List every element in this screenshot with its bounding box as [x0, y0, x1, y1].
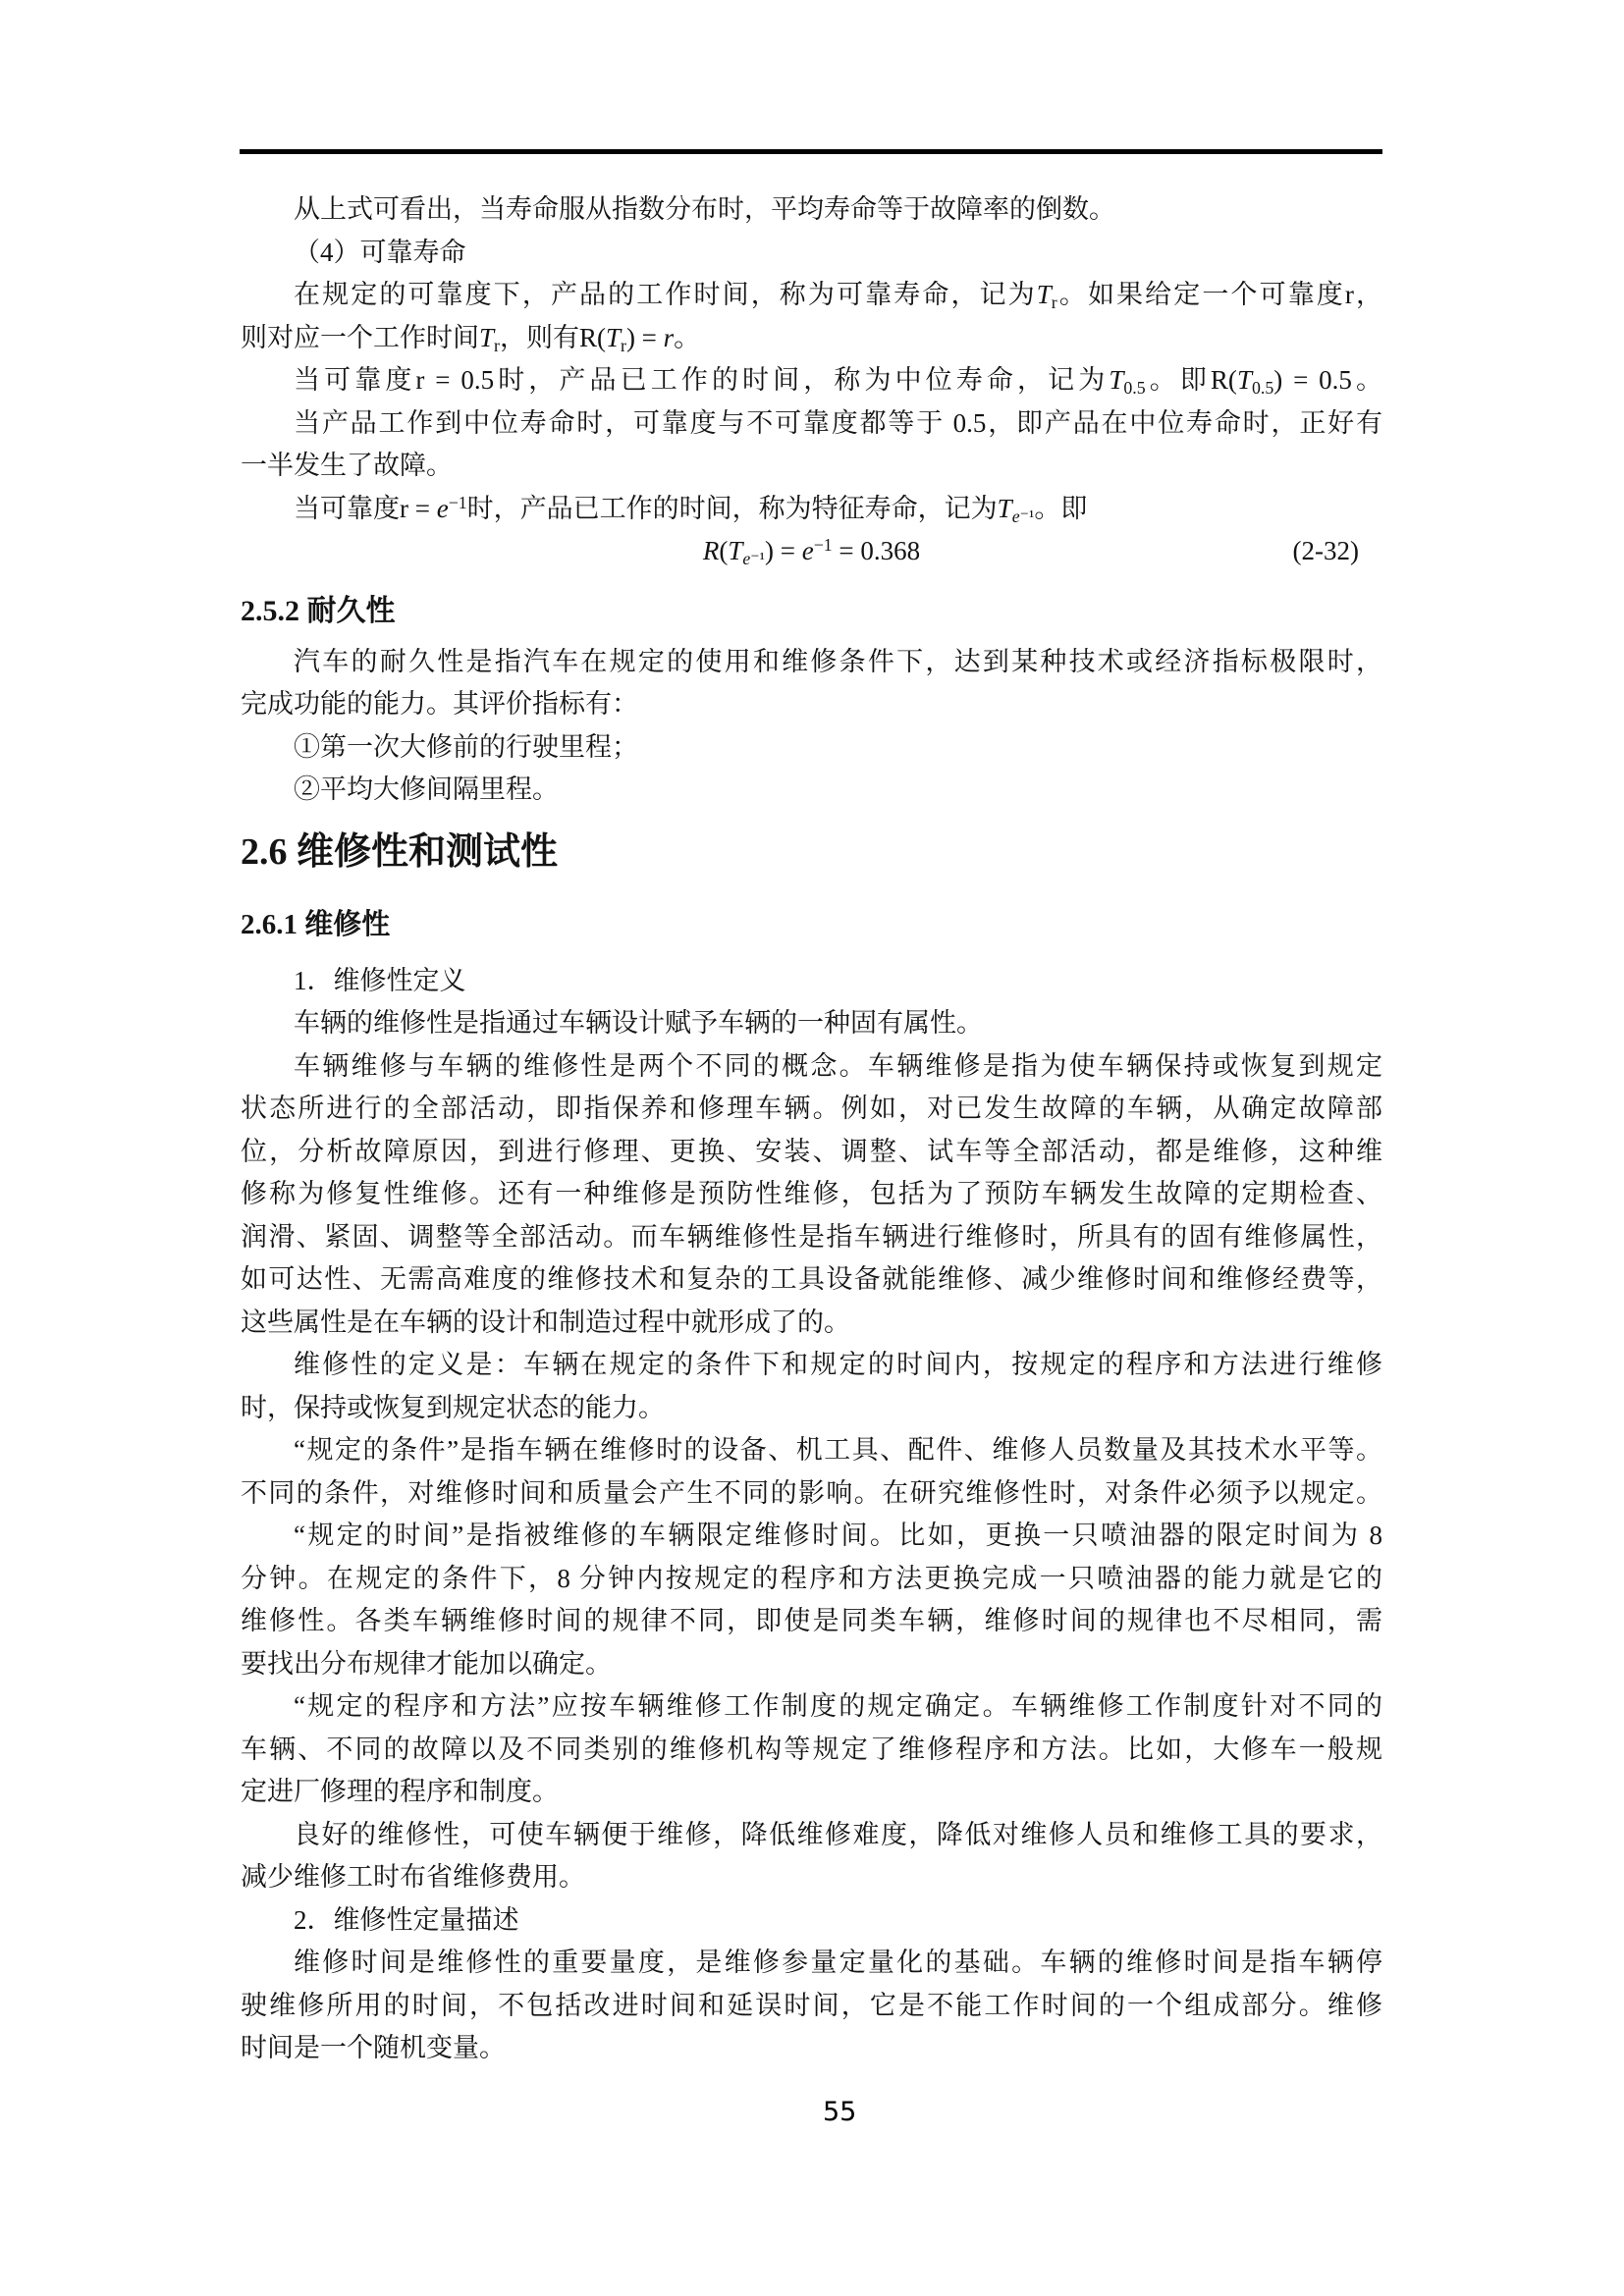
text-line: 则对应一个工作时间$T_r$，则有$R(T_r) = r$。 — [241, 322, 701, 355]
text-line: 车辆的维修性是指通过车辆设计赋予车辆的一种固有属性。 — [294, 1008, 983, 1038]
text-line: 位，分析故障原因，到进行修理、更换、安装、调整、试车等全部活动，都是维修，这种维 — [241, 1136, 1382, 1166]
heading-2-6-1: 2.6.1 维修性 — [241, 908, 391, 940]
heading-2-5-2: 2.5.2 耐久性 — [241, 594, 396, 627]
text-line: 时间是一个随机变量。 — [241, 2033, 506, 2062]
text-line: “规定的条件”是指车辆在维修时的设备、机工具、配件、维修人员数量及其技术水平等。 — [294, 1435, 1382, 1465]
equation: $R(T_{e^{-1}}) = e^{-1} = 0.368$ — [702, 535, 921, 568]
text-line: 驶维修所用的时间，不包括改进时间和延误时间，它是不能工作时间的一个组成部分。维修 — [241, 1990, 1382, 2020]
text-line: “规定的时间”是指被维修的车辆限定维修时间。比如，更换一只喷油器的限定时间为 8 — [294, 1521, 1382, 1550]
text-line: 如可达性、无需高难度的维修技术和复杂的工具设备就能维修、减少维修时间和维修经费等， — [241, 1264, 1382, 1294]
text-line: 润滑、紧固、调整等全部活动。而车辆维修性是指车辆进行维修时，所具有的固有维修属性， — [241, 1221, 1382, 1252]
text-line: 维修时间是维修性的重要量度，是维修参量定量化的基础。车辆的维修时间是指车辆停 — [294, 1948, 1382, 1977]
text-line: 定进厂修理的程序和制度。 — [241, 1777, 559, 1806]
text-line: 不同的条件，对维修时间和质量会产生不同的影响。在研究维修性时，对条件必须予以规定。 — [241, 1477, 1382, 1508]
text-line: 车辆维修与车辆的维修性是两个不同的概念。车辆维修是指为使车辆保持或恢复到规定 — [294, 1050, 1382, 1081]
text-line: 状态所进行的全部活动，即指保养和修理车辆。例如，对已发生故障的车辆，从确定故障部 — [241, 1094, 1382, 1123]
text-line: 时，保持或恢复到规定状态的能力。 — [241, 1392, 665, 1422]
text-line: ①第一次大修前的行驶里程； — [294, 731, 638, 762]
text-line: 修称为修复性维修。还有一种维修是预防性维修，包括为了预防车辆发生故障的定期检查、 — [241, 1179, 1382, 1208]
page-number: 55 — [823, 2097, 857, 2127]
text-line: 当产品工作到中位寿命时，可靠度与不可靠度都等于 0.5，即产品在中位寿命时，正好有 — [294, 407, 1382, 438]
text-line: 当可靠度$r = e^{-1}$时，产品已工作的时间，称为特征寿命，记为$T_{e^{-1}}$。即 — [294, 492, 1088, 526]
header-rule — [240, 149, 1382, 154]
heading-2-6: 2.6 维修性和测试性 — [241, 830, 559, 873]
equation-number: (2-32) — [1292, 536, 1359, 565]
text-line: 当可靠度r = 0.5时，产品已工作的时间，称为中位寿命，记为$T_{0.5}$。即$R(T_{0.5}) = 0.5$。 — [294, 365, 1382, 398]
text-line: 要找出分布规律才能加以确定。 — [241, 1648, 612, 1679]
text-line: 维修性。各类车辆维修时间的规律不同，即使是同类车辆，维修时间的规律也不尽相同，需 — [241, 1606, 1382, 1635]
text-line: “规定的程序和方法”应按车辆维修工作制度的规定确定。车辆维修工作制度针对不同的 — [294, 1691, 1382, 1721]
text-line: 减少维修工时布省维修费用。 — [241, 1862, 585, 1892]
text-line: 维修性的定义是：车辆在规定的条件下和规定的时间内，按规定的程序和方法进行维修 — [294, 1350, 1382, 1379]
text-line: 1．维修性定义 — [294, 965, 466, 995]
page-content — [241, 188, 1382, 2070]
text-line: 分钟。在规定的条件下，8 分钟内按规定的程序和方法更换完成一只喷油器的能力就是它的 — [241, 1563, 1382, 1593]
text-line: 良好的维修性，可使车辆便于维修，降低维修难度，降低对维修人员和维修工具的要求， — [294, 1819, 1382, 1849]
text-line: 一半发生了故障。 — [241, 451, 453, 480]
equation-2-32 — [241, 530, 1382, 573]
text-line: ②平均大修间隔里程。 — [294, 774, 559, 804]
text-line: 这些属性是在车辆的设计和制造过程中就形成了的。 — [241, 1307, 850, 1337]
text-line: 完成功能的能力。其评价指标有： — [241, 689, 638, 719]
text-line: 汽车的耐久性是指汽车在规定的使用和维修条件下，达到某种技术或经济指标极限时， — [294, 646, 1382, 676]
text-line: （4）可靠寿命 — [294, 237, 466, 267]
text-line: 2．维修性定量描述 — [294, 1904, 519, 1935]
text-line: 车辆、不同的故障以及不同类别的维修机构等规定了维修程序和方法。比如，大修车一般规 — [241, 1734, 1382, 1764]
text-line: 从上式可看出，当寿命服从指数分布时，平均寿命等于故障率的倒数。 — [294, 194, 1115, 224]
text-line: 在规定的可靠度下，产品的工作时间，称为可靠寿命，记为$T_r$。如果给定一个可靠度r， — [294, 280, 1382, 312]
